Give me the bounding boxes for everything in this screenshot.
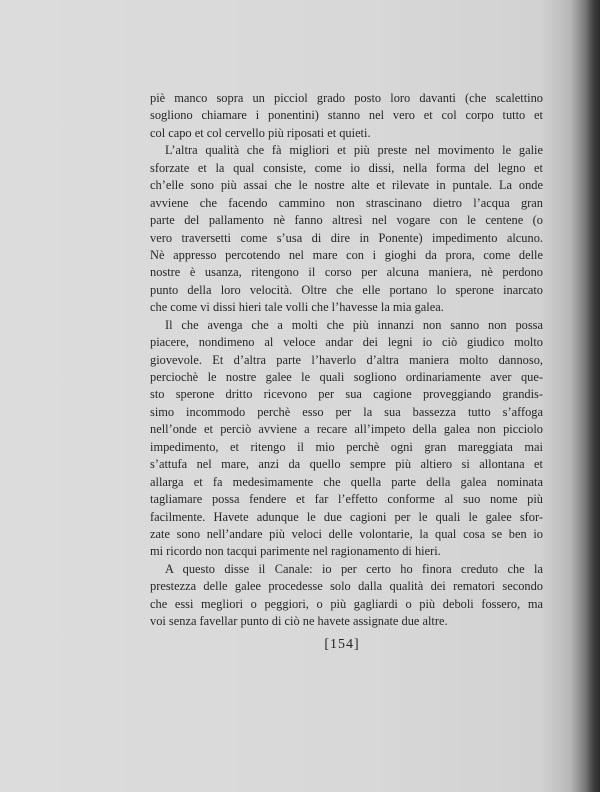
text-line: impedimento, et ritengo il mio perchè ogni gran mareggiata mai [150,439,543,454]
text-line: sto sperone dritto ricevono per sua cagione proveggiando grandis- [150,387,543,402]
paragraph [150,561,543,631]
text-line: parte del pallamento nè fanno altresì nel vogare con le centene (o [150,213,543,228]
text-line: che come vi dissi hieri tale volli che l’havesse la mia galea. [150,300,444,315]
text-line: sforzate et la qual consiste, come io dissi, nella forma del legno et [150,160,543,175]
text-line: facilmente. Havete adunque le due cagioni per le quali le galee sfor- [150,509,543,524]
text-line: Il che avenga che a molti che più innanzi non sanno non possa [165,317,543,332]
paragraph [150,317,543,561]
text-line: col capo et col cervello più riposati et quieti. [150,125,371,140]
text-line: zate sono nell’andare più veloci delle volontarie, la qual cosa se ben io [150,526,543,541]
text-line: giovevole. Et d’altra parte l’haverlo d’altra maniera molto dannoso, [150,352,543,367]
text-line: s’attufa nel mare, anzi da quello sempre più altiero si allontana et [150,457,543,472]
text-line: voi senza favellar punto di ciò ne havete assignate due altre. [150,614,448,629]
text-block [150,90,543,631]
text-line: vero traversetti come s’usa di dire in Ponente) impedimento alcuno. [150,230,543,245]
text-line: nell’onde et perciò avviene a recare all’impeto della galea non picciolo [150,422,543,437]
text-line: ch’elle sono più assai che le nostre alte et rilevate in puntale. La onde [150,178,543,193]
text-line: sogliono chiamare i ponentini) stanno nel vero et col corpo tutto et [150,108,543,123]
page-number: [154] [324,637,360,652]
text-line: perciochè le nostre galee le quali sogliono ordinariamente aver que- [150,370,543,384]
text-line: allarga et fa medesimamente che quella parte della galea nominata [150,474,543,489]
text-line: A questo disse il Canale: io per certo ho finora creduto che la [165,561,543,576]
paragraph [150,90,543,142]
text-line: che essi megliori o peggiori, o più gagliardi o più deboli fossero, ma [150,596,543,611]
text-line: tagliamare possa fendere et far l’effetto conforme al suo nome più [150,492,543,507]
text-line: prestezza delle galee procedesse solo dalla qualità dei rematori secondo [150,579,543,594]
text-line: nostre è usanza, ritengono il corso per alcuna maniera, nè perdono [150,265,543,280]
text-line: piè manco sopra un picciol grado posto loro davanti (che scalettino [150,91,543,105]
text-line: mi ricordo non tacqui parimente nel ragionamento di hieri. [150,544,441,559]
text-line: piacere, nondimeno al veloce andar dei legni io ciò giudico molto [150,335,543,350]
paragraph [150,142,543,316]
text-line: avviene che facendo cammino non strascinano dietro l’acqua gran [150,195,543,210]
text-line: L’altra qualità che fà migliori et più preste nel movimento le galie [165,143,543,158]
text-line: punto della loro velocità. Oltre che elle portano lo sperone inarcato [150,282,543,297]
text-line: Nè appresso percotendo nel mare con i gioghi da prora, come delle [150,247,543,262]
text-line: simo incommodo perchè esso per la sua bassezza tutto s’affoga [150,404,543,419]
